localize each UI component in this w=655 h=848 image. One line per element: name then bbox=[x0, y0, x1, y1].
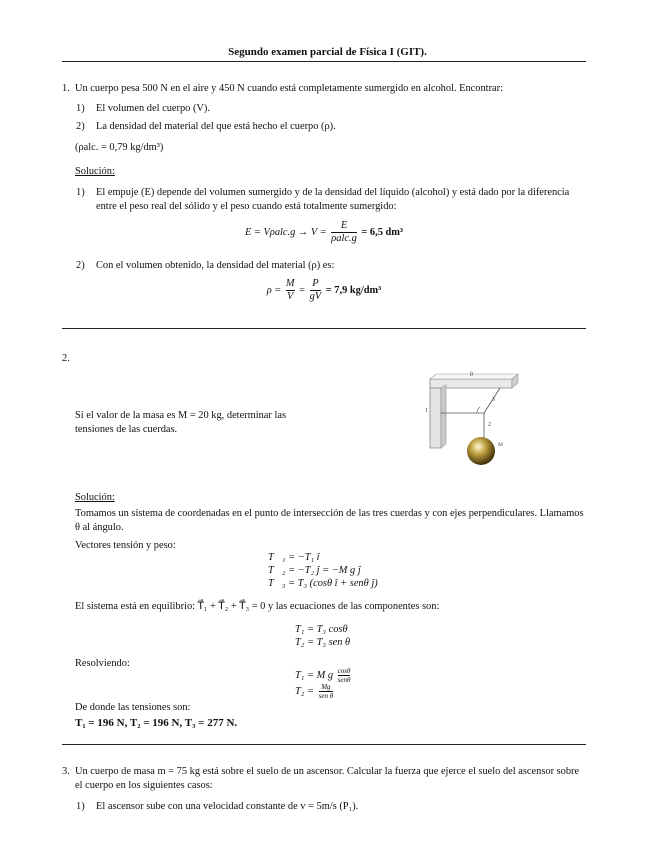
eq2-lhs: ρ = bbox=[266, 284, 282, 296]
eq2-fraction-1 bbox=[286, 278, 295, 303]
vector-t1: T⃗₁ = −T₁ î bbox=[268, 552, 320, 563]
p1-item-1-text: El volumen del cuerpo (V). bbox=[96, 103, 210, 114]
mass-ball bbox=[467, 437, 495, 465]
p2-donde: De donde las tensiones son: bbox=[75, 702, 191, 713]
eq2-den1: V bbox=[287, 290, 294, 302]
label-t2: 2 bbox=[488, 422, 491, 428]
label-t3: 3 bbox=[492, 397, 495, 403]
p2-component-equations bbox=[295, 623, 350, 649]
label-theta: θ bbox=[470, 372, 473, 378]
eq2-result: = 7,9 kg/dm³ bbox=[325, 284, 382, 296]
sol-eq-1 bbox=[295, 667, 352, 683]
problem-2-statement: Si el valor de la masa es M = 20 kg, determinar las tensiones de las cuerdas. bbox=[75, 410, 287, 436]
problem-3-number: 3. bbox=[62, 766, 70, 777]
p1-sol-2-number: 2) bbox=[76, 260, 85, 271]
p2-final-answer: T₁ = 196 N, T₂ = 196 N, T₃ = 277 N. bbox=[75, 717, 238, 729]
eq2-den2: gV bbox=[309, 290, 322, 302]
p1-given-density: (ρalc. = 0,79 kg/dm³) bbox=[75, 142, 164, 153]
p2-resolviendo: Resolviendo: bbox=[75, 658, 130, 669]
p2-vectores-label: Vectores tensión y peso: bbox=[75, 540, 176, 551]
p1-item-2-text: La densidad del material del que está hecho el cuerpo (ρ). bbox=[96, 121, 336, 132]
p1-equation-volume bbox=[62, 220, 586, 245]
p2-solution-equations bbox=[295, 667, 352, 699]
ceiling-beam-top bbox=[430, 374, 518, 379]
p1-sol-2-text: Con el volumen obtenido, la densidad del material (ρ) es: bbox=[96, 260, 335, 271]
ceiling-beam bbox=[430, 379, 512, 388]
p3-item-1-text: El ascensor sube con una velocidad constante de v = 5m/s (P₁). bbox=[96, 801, 359, 812]
p1-solution-heading: Solución: bbox=[75, 166, 115, 177]
problem-1-number: 1. bbox=[62, 83, 70, 94]
p1-item-1-number: 1) bbox=[76, 103, 85, 114]
page-title: Segundo examen parcial de Física I (GIT). bbox=[228, 46, 427, 58]
p1-item-2-number: 2) bbox=[76, 121, 85, 132]
eq1-den: ρalc.g bbox=[331, 232, 357, 244]
eq1-result: = 6,5 dm³ bbox=[361, 226, 404, 238]
eq2-fraction-2 bbox=[310, 278, 322, 303]
section-rule-1 bbox=[62, 328, 586, 329]
section-rule-2 bbox=[62, 744, 586, 745]
p2-intro: Tomamos un sistema de coordenadas en el punto de intersección de las tres cuerdas y con ejes perpendiculares. Llamamos θ al ángulo. bbox=[75, 508, 584, 534]
p1-equation-density: ρ = $\frac{M}{V}$ = $\frac{P}{gV}$ = 7,9 kg/dm³ bbox=[266, 278, 382, 302]
sol-eq-1-fraction bbox=[338, 667, 351, 684]
vector-t3: T⃗₃ = T₃ (cosθ î + senθ ĵ) bbox=[268, 578, 378, 589]
p3-item-1-number: 1) bbox=[76, 801, 85, 812]
sol-eq-1-num: cosθ bbox=[337, 667, 351, 675]
label-mass: M bbox=[498, 442, 503, 448]
sol-eq-2-num: Mg bbox=[321, 683, 331, 691]
wall bbox=[430, 388, 441, 448]
sol-eq-1-lhs: T₁ = M g bbox=[295, 669, 334, 681]
sol-eq-2-den: sen θ bbox=[318, 692, 334, 701]
label-t1: 1 bbox=[425, 408, 428, 414]
sol-eq-2 bbox=[295, 683, 352, 699]
p2-vector-equations bbox=[268, 551, 378, 590]
eq2-num1: M bbox=[285, 278, 295, 289]
component-eq-1: T₁ = T₃ cosθ bbox=[295, 624, 348, 635]
p1-sol-1-number: 1) bbox=[76, 187, 85, 198]
wall-side bbox=[441, 385, 446, 448]
p2-solution-heading: Solución: bbox=[75, 492, 115, 503]
eq1-fraction bbox=[331, 220, 356, 245]
hanging-mass-figure bbox=[420, 370, 520, 476]
vector-t2: T⃗₂ = −T₂ ĵ = −M g ĵ bbox=[268, 565, 361, 576]
sol-eq-2-fraction bbox=[319, 683, 334, 700]
problem-3-statement: Un cuerpo de masa m = 75 kg está sobre el suelo de un ascensor. Calcular la fuerza que ejerce el suelo del ascensor sobre el cuerpo en los siguientes casos: bbox=[75, 766, 580, 792]
component-eq-2: T₂ = T₃ sen θ bbox=[295, 637, 351, 648]
p1-sol-1-text: El empuje (E) depende del volumen sumergido y de la densidad del líquido (alcohol) y está dado por la diferencia entre el peso real del sólido y el peso cuando está totalmente sumergido: bbox=[96, 187, 570, 213]
header-rule bbox=[62, 61, 586, 62]
sol-eq-2-lhs: T₂ = bbox=[295, 685, 315, 697]
eq1-lhs: E = Vρalc.g → V = bbox=[244, 226, 327, 238]
problem-1-statement: Un cuerpo pesa 500 N en el aire y 450 N cuando está completamente sumergido en alcohol. Encontrar: bbox=[75, 83, 503, 94]
p2-equilibrio: El sistema está en equilibrio: T⃗₁ + T⃗₂ + T⃗₃ = 0 y las ecuaciones de las componentes son: bbox=[75, 601, 440, 612]
angle-arc bbox=[477, 407, 480, 413]
sol-eq-1-den: senθ bbox=[337, 676, 351, 685]
eq2-num2: P bbox=[312, 278, 319, 289]
problem-2-number: 2. bbox=[62, 353, 70, 364]
eq1-num: E bbox=[340, 220, 348, 231]
